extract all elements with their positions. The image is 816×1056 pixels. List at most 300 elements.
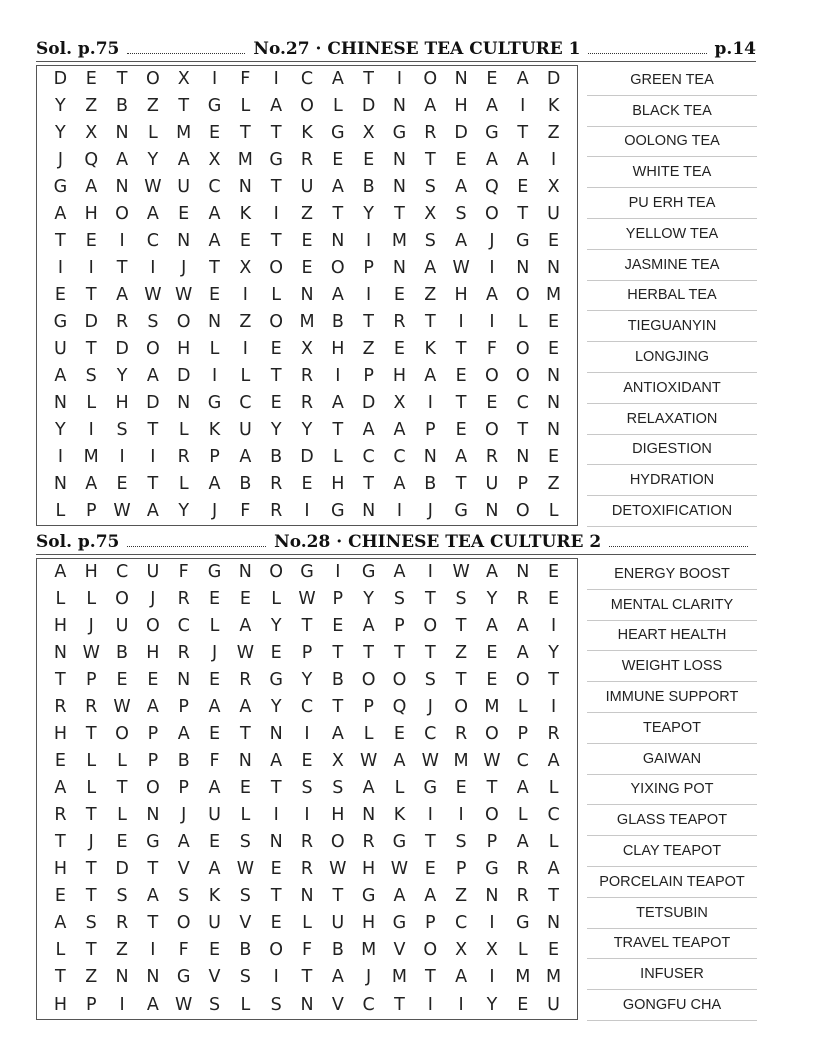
grid-cell: K (547, 95, 560, 116)
grid-cell: T (55, 669, 66, 690)
grid-cell: C (362, 994, 375, 1015)
grid-cell: D (146, 392, 160, 413)
grid-cell: L (517, 805, 528, 826)
grid-cell: L (517, 697, 528, 717)
grid-cell: O (485, 419, 499, 440)
grid-cell: T (332, 203, 344, 224)
grid-cell: L (148, 122, 158, 143)
grid-cell: J (88, 615, 94, 636)
grid-cell: I (489, 311, 495, 332)
grid-cell: I (458, 805, 464, 826)
grid-cell: T (332, 642, 344, 663)
grid-cell: T (270, 230, 282, 251)
grid-cell: B (331, 311, 344, 332)
grid-cell: M (515, 967, 531, 988)
grid-cell: E (85, 230, 97, 251)
word-list-item: HERBAL TEA (587, 281, 757, 312)
grid-cell: G (207, 95, 222, 116)
word-list-item: WHITE TEA (587, 157, 757, 188)
grid-cell: I (489, 257, 495, 278)
grid-cell: A (393, 751, 406, 772)
grid-cell: T (332, 697, 344, 717)
grid-cell: P (363, 257, 374, 278)
grid-cell: I (551, 697, 557, 717)
grid-cell: O (515, 338, 530, 359)
grid-cell: T (55, 832, 66, 853)
grid-cell: N (392, 176, 406, 197)
grid-cell: L (117, 805, 127, 826)
grid-cell: L (86, 392, 97, 413)
letter-grid (36, 558, 578, 1020)
grid-cell: A (54, 913, 67, 934)
grid-cell: T (239, 122, 251, 143)
grid-cell: E (208, 588, 221, 609)
grid-cell: P (425, 419, 436, 440)
grid-cell: X (393, 392, 406, 413)
grid-cell: D (300, 446, 314, 467)
grid-cell: N (300, 886, 314, 907)
grid-cell: H (115, 392, 129, 413)
word-list-item: DIGESTION (587, 435, 757, 466)
grid-cell: E (270, 913, 282, 934)
word-list-item: WEIGHT LOSS (587, 651, 757, 682)
grid-cell: O (392, 669, 407, 690)
grid-cell: E (486, 642, 498, 663)
grid-cell: N (115, 967, 129, 988)
grid-cell: L (209, 338, 220, 359)
grid-cell: V (331, 994, 344, 1015)
grid-cell: A (547, 859, 560, 880)
grid-cell: D (115, 859, 129, 880)
grid-cell: S (208, 994, 221, 1015)
grid-cell: L (178, 419, 189, 440)
grid-cell: C (300, 68, 314, 89)
grid-cell: N (177, 392, 191, 413)
word-list-item: DETOXIFICATION (587, 496, 757, 527)
grid-cell: L (332, 446, 343, 467)
grid-cell: Y (486, 588, 498, 609)
grid-cell: L (86, 588, 97, 609)
grid-cell: Z (85, 95, 98, 116)
grid-cell: A (393, 886, 406, 907)
grid-cell: T (178, 95, 190, 116)
grid-cell: B (331, 669, 344, 690)
grid-cell: I (88, 257, 94, 278)
grid-cell: E (301, 257, 313, 278)
grid-cell: W (390, 859, 409, 880)
grid-cell: T (270, 778, 282, 799)
grid-cell: S (393, 588, 406, 609)
grid-cell: B (239, 473, 252, 494)
grid-cell: W (329, 859, 347, 880)
grid-cell: E (301, 751, 313, 772)
grid-cell: E (147, 669, 159, 690)
grid-cell: M (391, 230, 408, 251)
word-list-item: GLASS TEAPOT (587, 805, 757, 836)
grid-cell: A (239, 446, 252, 467)
grid-cell: J (150, 588, 156, 609)
grid-cell: A (331, 284, 344, 305)
grid-cell: I (427, 392, 433, 413)
grid-cell: Y (363, 203, 374, 224)
puzzle-title: No.27 · CHINESE TEA CULTURE 1 (253, 39, 581, 59)
grid-cell: E (208, 669, 221, 690)
grid-cell: L (86, 751, 97, 772)
grid-cell: S (239, 832, 251, 853)
grid-cell: O (115, 203, 129, 224)
grid-cell: O (145, 778, 160, 799)
grid-cell: O (423, 615, 438, 636)
grid-cell: M (83, 446, 99, 467)
grid-cell: E (239, 588, 251, 609)
grid-cell: Y (301, 419, 313, 440)
grid-cell: A (485, 95, 498, 116)
grid-cell: S (455, 203, 467, 224)
grid-cell: N (269, 832, 283, 853)
grid-cell: W (113, 697, 131, 717)
grid-cell: A (116, 284, 129, 305)
word-list-item: HYDRATION (587, 465, 757, 496)
grid-cell: A (516, 832, 529, 853)
grid-cell: A (362, 615, 375, 636)
grid-cell: T (270, 886, 282, 907)
grid-cell: K (424, 338, 437, 359)
grid-cell: B (270, 446, 283, 467)
grid-cell: Y (55, 419, 66, 440)
grid-cell: T (455, 615, 467, 636)
grid-cell: F (209, 751, 220, 772)
grid-cell: N (454, 68, 468, 89)
grid-cell: A (116, 149, 129, 170)
grid-cell: I (458, 994, 464, 1015)
grid-cell: A (54, 365, 67, 386)
grid-cell: T (209, 257, 220, 278)
grid-cell: T (424, 588, 436, 609)
grid-cell: O (485, 724, 499, 745)
grid-cell: R (300, 392, 314, 413)
grid-cell: G (331, 500, 345, 521)
grid-cell: E (208, 940, 221, 961)
grid-cell: L (55, 500, 66, 521)
grid-cell: T (85, 805, 97, 826)
grid-cell: X (300, 338, 313, 359)
grid-cell: E (548, 446, 560, 467)
grid-cell: N (485, 500, 499, 521)
grid-cell: U (177, 176, 191, 197)
grid-cell: V (208, 967, 221, 988)
grid-cell: O (485, 365, 499, 386)
grid-cell: E (548, 561, 560, 582)
grid-cell: W (359, 751, 378, 772)
grid-cell: N (269, 724, 283, 745)
grid-cell: C (300, 697, 314, 717)
grid-cell: T (517, 419, 529, 440)
grid-cell: C (424, 724, 437, 745)
grid-cell: D (454, 122, 468, 143)
grid-cell: M (176, 122, 192, 143)
solution-page-ref: Sol. p.75 (36, 532, 120, 552)
grid-cell: T (301, 967, 313, 988)
grid-cell: G (392, 913, 407, 934)
grid-cell: B (239, 940, 252, 961)
grid-cell: I (335, 561, 341, 582)
grid-cell: O (115, 588, 129, 609)
grid-cell: G (269, 149, 283, 170)
grid-cell: T (363, 642, 374, 663)
grid-cell: O (269, 257, 284, 278)
grid-cell: C (516, 392, 529, 413)
grid-cell: T (147, 473, 159, 494)
grid-cell: T (424, 311, 436, 332)
grid-cell: A (208, 203, 221, 224)
grid-cell: N (547, 419, 561, 440)
grid-cell: T (394, 994, 405, 1015)
grid-cell: A (208, 473, 221, 494)
grid-cell: X (362, 122, 375, 143)
grid-cell: E (455, 778, 467, 799)
grid-cell: T (394, 203, 405, 224)
grid-cell: W (298, 588, 316, 609)
grid-cell: P (517, 724, 529, 745)
grid-cell: G (392, 832, 407, 853)
grid-cell: D (361, 392, 376, 413)
grid-cell: Y (548, 642, 559, 663)
grid-cell: E (548, 338, 560, 359)
word-list-item: YELLOW TEA (587, 219, 757, 250)
grid-cell: H (392, 365, 407, 386)
grid-cell: V (177, 859, 190, 880)
grid-cell: A (331, 392, 344, 413)
grid-cell: I (489, 967, 495, 988)
grid-cell: Y (178, 500, 190, 521)
grid-cell: W (113, 500, 131, 521)
grid-cell: L (240, 805, 251, 826)
grid-cell: A (424, 365, 437, 386)
grid-cell: M (361, 940, 377, 961)
grid-cell: T (116, 257, 128, 278)
grid-cell: W (82, 642, 100, 663)
grid-cell: E (116, 473, 128, 494)
grid-cell: E (486, 392, 498, 413)
grid-cell: A (270, 751, 283, 772)
grid-cell: T (548, 886, 559, 907)
grid-cell: N (516, 561, 530, 582)
grid-cell: I (119, 230, 125, 251)
grid-cell: G (300, 561, 314, 582)
grid-cell: I (150, 257, 156, 278)
grid-cell: T (147, 913, 159, 934)
word-list-item: CLAY TEAPOT (587, 836, 757, 867)
grid-cell: A (455, 446, 468, 467)
grid-cell: N (146, 805, 160, 826)
grid-cell: A (393, 561, 406, 582)
grid-cell: T (147, 419, 159, 440)
grid-cell: Z (455, 642, 468, 663)
word-list (587, 65, 757, 527)
grid-cell: I (273, 805, 279, 826)
grid-cell: N (238, 561, 252, 582)
grid-cell: T (85, 724, 97, 745)
grid-cell: M (546, 967, 562, 988)
grid-cell: T (85, 859, 97, 880)
grid-cell: O (485, 805, 499, 826)
grid-cell: B (424, 473, 437, 494)
grid-cell: E (363, 149, 375, 170)
word-list-item: YIXING POT (587, 775, 757, 806)
grid-cell: I (150, 446, 156, 467)
grid-cell: A (54, 778, 67, 799)
grid-cell: M (391, 967, 408, 988)
grid-cell: H (53, 724, 67, 745)
grid-cell: X (177, 68, 190, 89)
grid-cell: G (485, 122, 499, 143)
grid-cell: T (424, 967, 436, 988)
grid-cell: R (54, 697, 67, 717)
grid-cell: A (362, 419, 375, 440)
grid-cell: E (548, 311, 560, 332)
grid-cell: S (147, 311, 159, 332)
grid-cell: O (176, 311, 191, 332)
grid-cell: Z (116, 940, 129, 961)
grid-cell: Y (147, 149, 159, 170)
grid-cell: R (300, 365, 314, 386)
grid-cell: N (238, 176, 252, 197)
grid-cell: C (239, 392, 252, 413)
grid-cell: T (548, 669, 559, 690)
grid-cell: A (516, 778, 529, 799)
grid-cell: B (331, 940, 344, 961)
grid-cell: G (207, 392, 222, 413)
grid-cell: V (393, 940, 406, 961)
grid-cell: E (178, 203, 190, 224)
grid-cell: P (178, 697, 189, 717)
grid-cell: H (53, 994, 67, 1015)
grid-cell: L (55, 588, 66, 609)
grid-cell: H (146, 642, 160, 663)
grid-cell: H (84, 203, 98, 224)
grid-cell: O (515, 365, 530, 386)
grid-cell: U (238, 419, 252, 440)
puzzle-27-header (36, 36, 756, 62)
grid-cell: R (54, 805, 67, 826)
grid-cell: W (236, 642, 254, 663)
grid-cell: A (146, 994, 159, 1015)
grid-cell: I (150, 940, 156, 961)
grid-cell: L (209, 615, 220, 636)
grid-cell: G (515, 230, 530, 251)
grid-cell: S (239, 967, 251, 988)
grid-cell: J (211, 642, 218, 663)
grid-cell: E (208, 724, 221, 745)
grid-cell: N (300, 994, 314, 1015)
grid-cell: C (362, 446, 375, 467)
grid-cell: A (177, 149, 190, 170)
grid-cell: N (516, 446, 530, 467)
grid-cell: C (177, 615, 190, 636)
grid-cell: U (547, 994, 560, 1015)
grid-cell: P (301, 642, 313, 663)
grid-cell: S (116, 886, 128, 907)
grid-cell: L (86, 778, 97, 799)
grid-cell: T (85, 338, 97, 359)
grid-cell: T (55, 967, 66, 988)
grid-cell: A (393, 473, 406, 494)
grid-cell: T (517, 203, 529, 224)
grid-cell: I (396, 500, 403, 521)
grid-cell: N (177, 230, 191, 251)
grid-cell: O (145, 68, 160, 89)
grid-cell: P (85, 669, 97, 690)
grid-cell: T (517, 122, 529, 143)
grid-cell: X (424, 203, 437, 224)
grid-cell: A (146, 500, 159, 521)
grid-cell: E (270, 642, 282, 663)
grid-cell: N (547, 392, 561, 413)
grid-cell: Y (270, 419, 282, 440)
grid-cell: Q (392, 697, 407, 717)
grid-cell: G (515, 913, 530, 934)
grid-cell: C (146, 230, 159, 251)
grid-cell: M (453, 751, 469, 772)
grid-cell: N (392, 95, 406, 116)
grid-cell: E (332, 149, 344, 170)
grid-cell: N (362, 805, 376, 826)
grid-cell: A (455, 230, 468, 251)
word-list-item: OOLONG TEA (587, 127, 757, 158)
word-list-item: BLACK TEA (587, 96, 757, 127)
word-list-item: ENERGY BOOST (587, 559, 757, 590)
grid-cell: Y (270, 697, 282, 717)
grid-cell: H (331, 805, 345, 826)
grid-cell: T (332, 886, 344, 907)
word-list-item: RELAXATION (587, 404, 757, 435)
grid-cell: P (455, 859, 467, 880)
grid-cell: N (362, 500, 376, 521)
grid-cell: F (178, 940, 189, 961)
grid-cell: N (547, 365, 561, 386)
grid-cell: E (548, 940, 560, 961)
grid-cell: P (147, 751, 159, 772)
grid-cell: U (146, 561, 160, 582)
grid-cell: T (332, 419, 344, 440)
grid-cell: Y (301, 669, 313, 690)
grid-cell: S (424, 230, 436, 251)
grid-cell: U (300, 176, 314, 197)
grid-cell: I (366, 284, 372, 305)
grid-cell: A (455, 967, 468, 988)
grid-cell: R (516, 859, 529, 880)
grid-cell: W (452, 257, 470, 278)
grid-cell: B (116, 95, 129, 116)
word-list (587, 559, 757, 1021)
grid-cell: N (53, 642, 67, 663)
grid-cell: W (175, 994, 193, 1015)
grid-cell: X (485, 940, 498, 961)
grid-cell: K (239, 203, 252, 224)
grid-cell: P (363, 365, 374, 386)
grid-cell: A (239, 615, 252, 636)
grid-cell: S (455, 832, 467, 853)
grid-cell: S (85, 365, 97, 386)
grid-cell: I (57, 446, 63, 467)
grid-cell: T (455, 338, 467, 359)
grid-cell: J (88, 832, 94, 853)
grid-cell: Z (424, 284, 437, 305)
grid-cell: N (547, 257, 561, 278)
grid-cell: N (331, 230, 345, 251)
grid-cell: I (551, 615, 557, 636)
grid-cell: B (177, 751, 190, 772)
